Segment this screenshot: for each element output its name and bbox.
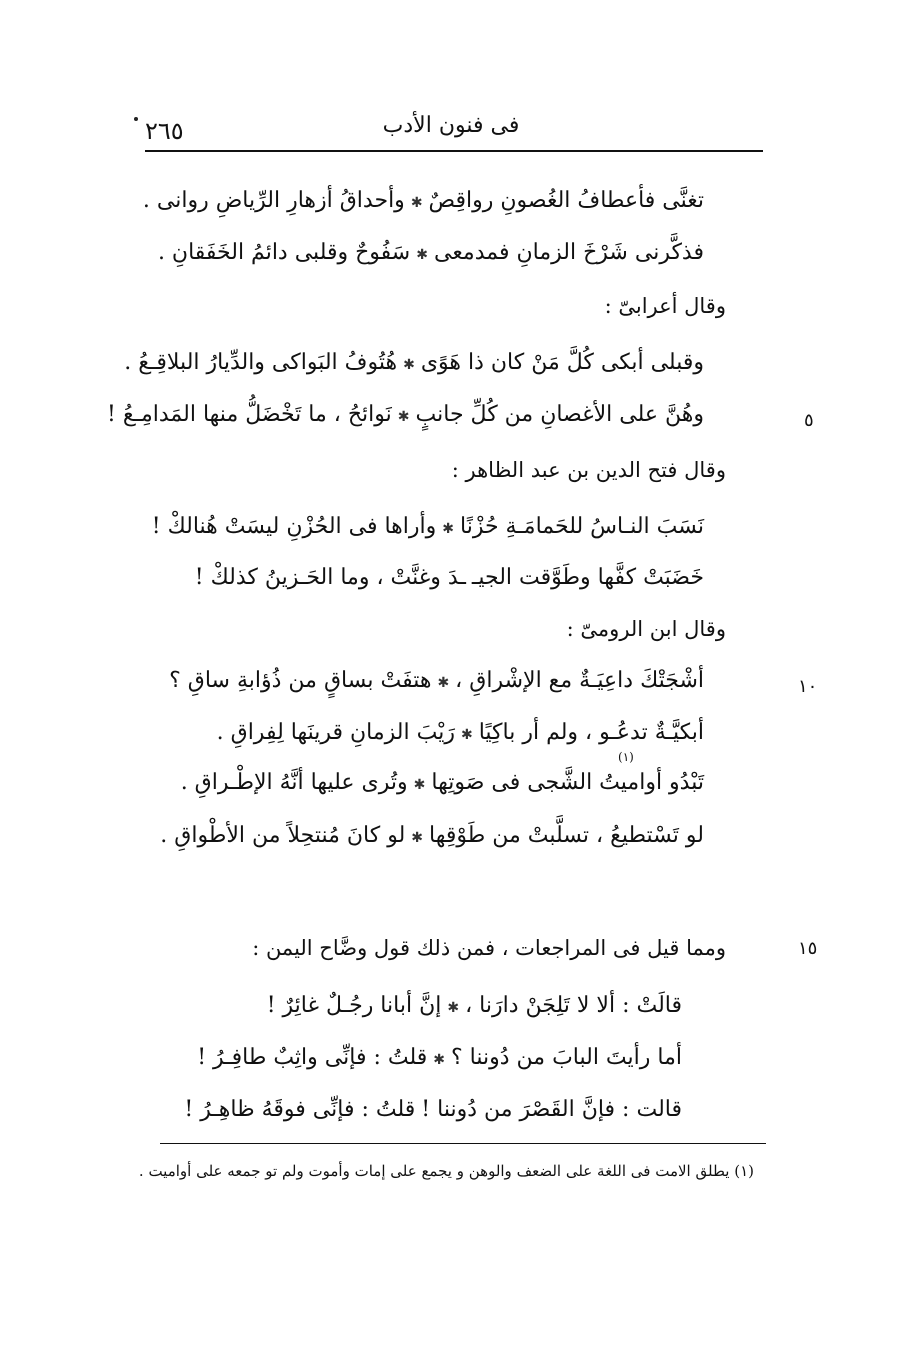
star-separator: ✱	[413, 777, 426, 793]
hemistich-first: وهُنَّ على الأغصانِ من كُلِّ جانبٍ	[415, 402, 704, 427]
star-separator: ✱	[437, 675, 450, 691]
verse-line	[267, 993, 682, 1018]
hemistich-first: قالت : فإنَّ القَصْرَ من دُوننا !	[421, 1097, 682, 1122]
hemistich-second: لو كانَ مُنتحِلاً من الأطْواقِ .	[160, 823, 406, 848]
line-number: ١٠	[798, 676, 818, 697]
hemistich-first: أشْجَتْكَ داعِيَـةٌ مع الإشْراقِ ،	[455, 668, 704, 693]
hemistich-second: هُتُوفُ البَواكى والدِّيارُ البلاقِـعُ .	[124, 350, 398, 375]
running-head: فى فنون الأدب	[382, 113, 520, 138]
hemistich-second: رَيْبَ الزمانِ قرينَها لِفِراقِ .	[216, 720, 455, 745]
star-separator: ✱	[433, 1052, 445, 1068]
verse-introduction: وقال أعرابىّ :	[604, 294, 726, 318]
verse-line	[217, 720, 704, 745]
star-separator: ✱	[460, 727, 473, 743]
header-rule	[145, 150, 763, 152]
verse-line	[195, 565, 704, 590]
verse-line	[181, 770, 704, 795]
hemistich-first: فذكَّرنى شَرْخَ الزمانِ فمدمعى	[433, 240, 704, 265]
footnote-marker: (١)	[734, 1162, 754, 1180]
hemistich-first: خَضَبَتْ كفَّها وطَوَّقت الجيـ	[471, 565, 704, 590]
star-separator: ✱	[447, 1000, 460, 1016]
hemistich-first: وقبلى أبكى كُلَّ مَنْ كان ذا هَوًى	[420, 350, 704, 375]
verse-introduction: وقال فتح الدين بن عبد الظاهر :	[451, 458, 726, 482]
verse-introduction: وقال ابن الرومىّ :	[566, 617, 726, 641]
star-separator: ✱	[410, 195, 423, 211]
line-number: ٥	[804, 410, 814, 431]
hemistich-second: وأراها فى الحُزْنِ ليسَتْ هُنالكْ !	[151, 514, 437, 539]
footnote-text: يطلق الامت فى اللغة على الضعف والوهن و يجمع على إمات وأموت ولم تو جمعه على أواميت .	[138, 1162, 730, 1180]
hemistich-first: أبكيَّـةٌ تدعُـو ، ولم أر باكِيًا	[478, 720, 704, 745]
verse-introduction: ومما قيل فى المراجعات ، فمن ذلك قول وضَّاح اليمن :	[252, 936, 726, 960]
ink-speck	[134, 117, 138, 121]
footnote	[139, 1162, 754, 1180]
verse-line	[197, 1045, 682, 1070]
hemistich-second: إنَّ أبانا رجُـلٌ غائِرٌ !	[266, 993, 442, 1018]
verse-line	[124, 350, 704, 375]
line-number: ١٥	[798, 938, 818, 959]
hemistich-first: أما رأيتَ البابَ من دُوننا ؟	[451, 1045, 682, 1070]
hemistich-second: وأحداقُ أزهارِ الرِّياضِ روانى .	[142, 188, 405, 213]
verse-line	[184, 1097, 682, 1122]
hemistich-second: قلتُ : فإنِّى واثِبٌ طافِـرُ !	[197, 1045, 428, 1070]
hemistich-first: نَسَبَ النـاسُ للحَمامَـةِ حُزْنًا	[460, 514, 704, 539]
hemistich-second: وتُرى عليها أنَّهُ الإطْـراقِ .	[180, 770, 408, 795]
hemistich-first: لو تَسْتطيعُ ، تسلَّبتْ من طَوْقِها	[429, 823, 704, 848]
hemistich-first: قالَتْ : ألا لا تَلِجَنْ دارَنا ،	[465, 993, 682, 1018]
verse-line	[160, 823, 704, 848]
verse-line	[107, 402, 704, 427]
star-separator: ✱	[403, 357, 415, 373]
verse-line	[169, 668, 704, 693]
hemistich-second: قلتُ : فإنِّى فوقَهُ ظاهِـرُ !	[184, 1097, 416, 1122]
hemistich-second: سَفُوحٌ وقلبى دائمُ الخَفَقانِ .	[157, 240, 411, 265]
hemistich-second: هتفَتْ بساقٍ من ذُؤابةِ ساقِ ؟	[169, 668, 432, 693]
star-separator: ✱	[411, 830, 424, 846]
hemistich-second: ـدَ وغنَّتْ ، وما الحَـزينُ كذلكْ !	[194, 565, 466, 590]
footnote-reference: (١)	[618, 750, 634, 764]
hemistich-first: تغنَّى فأعطافُ الغُصونِ رواقِصٌ	[428, 188, 704, 213]
page-number: ٢٦٥	[145, 117, 184, 145]
verse-line	[143, 188, 704, 213]
footnote-rule	[160, 1143, 766, 1144]
verse-line	[158, 240, 704, 265]
hemistich-first: تَبْدُو أواميتُ الشَّجى فى صَوتِها	[431, 770, 704, 795]
star-separator: ✱	[442, 521, 454, 537]
verse-line	[152, 514, 704, 539]
hemistich-second: نَوائحُ ، ما تَخْضَلُّ منها المَدامِـعُ !	[107, 402, 392, 427]
star-separator: ✱	[397, 409, 410, 425]
star-separator: ✱	[416, 247, 428, 263]
